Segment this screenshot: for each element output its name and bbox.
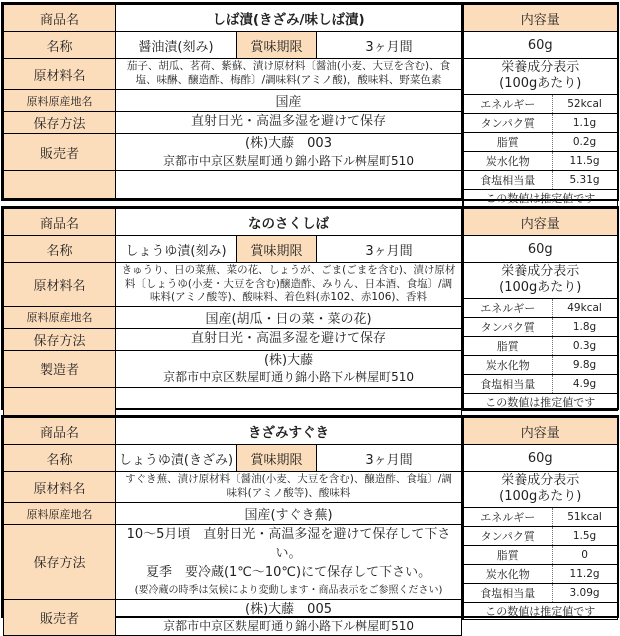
storage-note: (要冷蔵の時季は気候により変動します・商品表示をご参照ください) [134, 584, 443, 596]
estimate-note: この数値は推定値です [463, 393, 617, 410]
nutrition-title [463, 59, 617, 95]
seller-address: 京都市中京区麩屋町通り錦小路下ル桝屋町510 [163, 153, 414, 168]
product-info-table [3, 208, 462, 416]
origin-value: 国産(胡瓜・日の菜・菜の花) [116, 306, 462, 328]
seller-value [116, 599, 462, 636]
seller-label: 製造者 [4, 350, 116, 387]
nutrition-value: 0.3g [552, 336, 617, 355]
product-name-value: しば漬(きざみ/味しば漬) [116, 5, 462, 32]
nutrition-label: 食塩相当量 [463, 583, 552, 602]
label-ingredients: 原材料名 [4, 59, 116, 90]
nutrition-value: 11.2g [552, 564, 617, 583]
nutrition-value: 1.5g [552, 526, 617, 545]
nutrition-label: エネルギー [463, 507, 552, 526]
nutrition-value: 0.2g [552, 132, 617, 151]
product-spec-table-2 [1, 206, 619, 410]
nutrition-title [463, 263, 617, 299]
nutrition-value: 51kcal [552, 507, 617, 526]
label-origin: 原料原産地名 [4, 90, 116, 112]
nutrition-per-line: (100gあたり) [499, 280, 582, 296]
nutrition-label: エネルギー [463, 298, 552, 317]
nutrition-label: 炭水化物 [463, 355, 552, 374]
label-best-before: 賞味期限 [237, 32, 317, 59]
ingredients-value: きゅうり、日の菜蕪、菜の花、しょうが、ごま(ごまを含む)、漬け原材料〔しょうゆ(小麦・大豆を含む)醸造酢、みりん、日本酒、食塩〕/調味料(アミノ酸等)、酸味料、着色料(赤102、赤106)、香料 [116, 263, 462, 307]
label-best-before: 賞味期限 [237, 236, 317, 263]
label-storage: 保存方法 [4, 328, 116, 350]
nutrition-value: 11.5g [552, 151, 617, 170]
nutrition-label: 食塩相当量 [463, 170, 552, 189]
name-value: 醤油漬(刻み) [116, 32, 237, 59]
seller-label: 販売者 [4, 134, 116, 171]
nutrition-label: エネルギー [463, 94, 552, 113]
nutrition-label: 炭水化物 [463, 564, 552, 583]
label-name: 名称 [4, 32, 116, 59]
nutrition-table [462, 417, 618, 620]
label-name: 名称 [4, 236, 116, 263]
nutrition-label: タンパク質 [463, 317, 552, 336]
nutrition-label: タンパク質 [463, 526, 552, 545]
nutrition-label: 脂質 [463, 132, 552, 151]
nutrition-value: 9.8g [552, 355, 617, 374]
nutrition-value: 5.31g [552, 170, 617, 189]
label-product-name: 商品名 [4, 5, 116, 32]
nutrition-label: タンパク質 [463, 113, 552, 132]
nutrition-title-line: 栄養成分表示 [501, 264, 580, 279]
empty-label-cell [4, 387, 116, 415]
product-name-value: なのさくしば [116, 209, 462, 236]
nutrition-title-line: 栄養成分表示 [501, 473, 580, 488]
storage-value [116, 525, 462, 600]
origin-value: 国産(すぐき蕪) [116, 503, 462, 525]
seller-name: (株)大藤 005 [245, 601, 332, 617]
nutrition-value: 1.8g [552, 317, 617, 336]
label-origin: 原料原産地名 [4, 306, 116, 328]
label-origin: 原料原産地名 [4, 503, 116, 525]
best-before-value: 3ヶ月間 [317, 32, 462, 59]
nutrition-per-line: (100gあたり) [499, 76, 582, 92]
nutrition-value: 4.9g [552, 374, 617, 393]
nutrition-label: 食塩相当量 [463, 374, 552, 393]
storage-line: 10〜5月頃 直射日光・高温多湿を避けて保存して下さい。 [126, 527, 451, 561]
nutrition-value: 1.1g [552, 113, 617, 132]
nutrition-title-line: 栄養成分表示 [501, 60, 580, 75]
estimate-note: この数値は推定値です [463, 189, 617, 206]
seller-value [116, 350, 462, 387]
product-spec-table-3 [1, 415, 619, 634]
best-before-value: 3ヶ月間 [317, 236, 462, 263]
storage-value [116, 328, 462, 350]
nutrition-value: 3.09g [552, 583, 617, 602]
product-name-value: きざみすぐき [116, 418, 462, 445]
seller-name: (株)大藤 003 [245, 136, 332, 152]
ingredients-value: すぐき蕪、漬け原材料〔醤油(小麦、大豆を含む)、醸造酢、食塩〕/調味料(アミノ酸等)、酸味料 [116, 472, 462, 503]
nutrition-table [462, 4, 618, 207]
product-spec-table-1 [1, 2, 619, 205]
label-content-amount: 内容量 [463, 209, 617, 236]
empty-label-cell [4, 170, 116, 198]
label-ingredients: 原材料名 [4, 263, 116, 307]
origin-value: 国産 [116, 90, 462, 112]
nutrition-per-line: (100gあたり) [499, 489, 582, 505]
storage-line: 直射日光・高温多湿を避けて保存 [191, 331, 387, 346]
name-value: しょうゆ漬(きざみ) [116, 445, 237, 472]
storage-line: 直射日光・高温多湿を避けて保存 [191, 114, 387, 130]
nutrition-value: 52kcal [552, 94, 617, 113]
nutrition-title [463, 472, 617, 508]
label-name: 名称 [4, 445, 116, 472]
storage-value [116, 112, 462, 134]
nutrition-value: 49kcal [552, 298, 617, 317]
label-ingredients: 原材料名 [4, 472, 116, 503]
product-info-table [3, 4, 462, 199]
content-amount-value: 60g [463, 236, 617, 263]
estimate-note: この数値は推定値です [463, 602, 617, 619]
seller-value [116, 134, 462, 171]
seller-address: 京都市中京区麩屋町通り錦小路下ル桝屋町510 [163, 619, 414, 634]
label-best-before: 賞味期限 [237, 445, 317, 472]
label-product-name: 商品名 [4, 209, 116, 236]
empty-cell [116, 170, 462, 198]
nutrition-table [462, 208, 618, 411]
seller-address: 京都市中京区麩屋町通り錦小路下ル桝屋町510 [163, 370, 414, 385]
nutrition-label: 脂質 [463, 545, 552, 564]
label-content-amount: 内容量 [463, 5, 617, 32]
name-value: しょうゆ漬(刻み) [116, 236, 237, 263]
label-storage: 保存方法 [4, 112, 116, 134]
content-amount-value: 60g [463, 32, 617, 59]
nutrition-label: 炭水化物 [463, 151, 552, 170]
seller-name: (株)大藤 [263, 352, 314, 368]
nutrition-value: 0 [552, 545, 617, 564]
empty-cell [116, 387, 462, 415]
nutrition-label: 脂質 [463, 336, 552, 355]
best-before-value: 3ヶ月間 [317, 445, 462, 472]
ingredients-value: 茄子、胡瓜、茗荷、紫蘇、漬け原材料〔醤油(小麦、大豆を含む)、食塩、味醂、醸造酢、梅酢〕/調味料(アミノ酸)，酸味料、野菜色素 [116, 59, 462, 90]
label-storage: 保存方法 [4, 525, 116, 600]
storage-line: 夏季 要冷蔵(1℃〜10℃)にて保存して下さい。 [145, 564, 432, 580]
content-amount-value: 60g [463, 445, 617, 472]
seller-label: 販売者 [4, 599, 116, 636]
label-content-amount: 内容量 [463, 418, 617, 445]
product-info-table [3, 417, 462, 636]
label-product-name: 商品名 [4, 418, 116, 445]
